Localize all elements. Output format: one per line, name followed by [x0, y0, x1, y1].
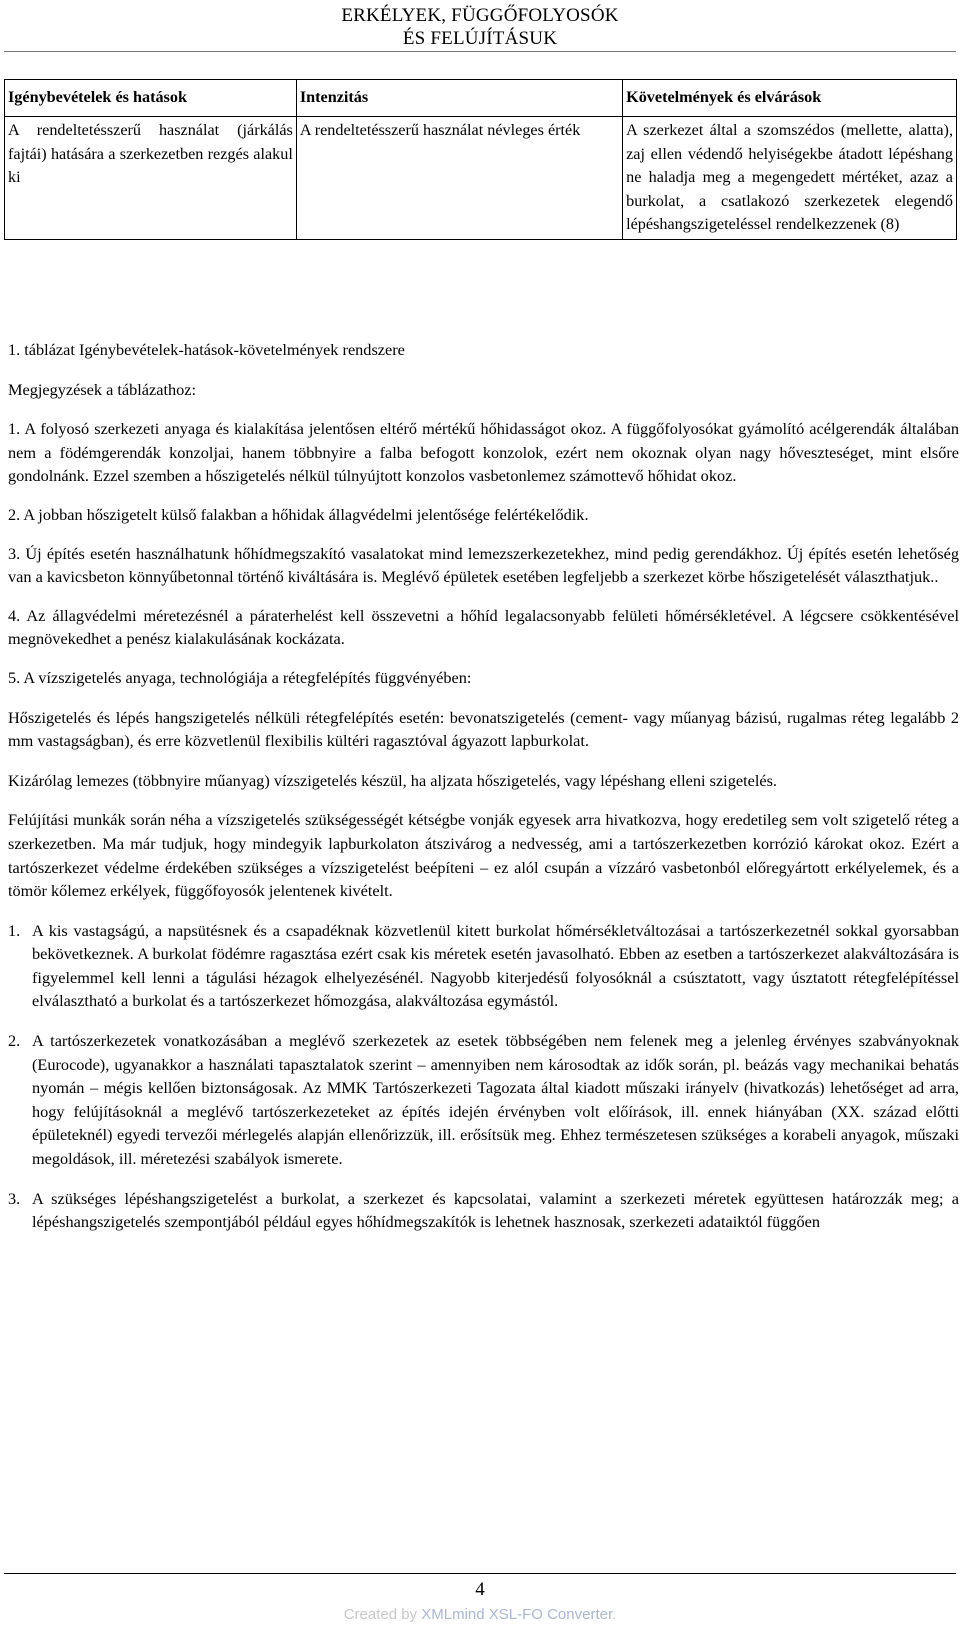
list-item — [8, 1029, 959, 1171]
page-number: 4 — [475, 1579, 485, 1600]
table-row — [5, 117, 957, 240]
table-cell: A rendeltetésszerű használat névleges érték — [296, 117, 622, 240]
list-item-text: A tartószerkezetek vonatkozásában a meglévő szerkezetek az esetek többségében nem felenek meg a jelenleg érvényes szabványoknak (Eurocode), ugyanakkor a használati tapasztalatok szerint – amennyiben nem károsodtak az idők során, pl. beázás vagy mechanikai behatás nyomán – mégis kellően biztonságosak. Az MMK Tartószerkezeti Tagozata által kiadott műszaki irányelv (hivatkozás) lehetőséget ad arra, hogy felújításoknál a meglévő tartószerkezeteket az építés idején érvényben volt előírások, ill. ennek hiányában (XX. század előtti épületeknél) egyedi tervezői mérlegelés alapján ellenőrizzük, ill. erősítsük meg. Ehhez természetesen szükséges a korabeli anyagok, műszaki megoldások, ill. méretezési szabályok ismerete. — [32, 1031, 959, 1169]
requirements-table — [4, 79, 957, 240]
table-header-cell: Igénybevételek és hatások — [5, 80, 297, 117]
body-content — [8, 338, 959, 1234]
note-paragraph: 3. Új építés esetén használhatunk hőhídmegszakító vasalatokat mind lemezszerkezetekhez, mind pedig gerendákhoz. Új építés esetén lehetőség van a kavicsbeton könnyűbetonnal történő kiváltására is. Meglévő épületek esetében legfeljebb a szerkezet körbe hőszigetelését választhatjuk.. — [8, 543, 959, 587]
note-paragraph: 1. A folyosó szerkezeti anyaga és kialakítása jelentősen eltérő mértékű hőhidasságot okoz. A függőfolyosókat gyámolító acélgerendák általában nem a födémgerendák konzoljai, hanem többnyire a falba befogott konzolok, ezért nem okoznak olyan nagy hőveszteséget, mint elsőre gondolnánk. Ezzel szemben a hőszigetelés nélkül túlnyújtott konzolos vasbetonlemez számottevő hőhidat okoz. — [8, 419, 959, 486]
footer-divider — [4, 1573, 956, 1574]
list-item-number: 1. — [8, 920, 21, 940]
list-item — [8, 1187, 959, 1234]
list-item-text: A szükséges lépéshangszigetelést a burkolat, a szerkezet és kapcsolatai, valamint a szerkezeti méretek együttesen határozzák meg; a lépéshangszigetelés szempontjából például egyes hőhídmegszakítók is lehetnek hasznosak, szerkezeti adataiktól függően — [32, 1188, 959, 1232]
table-header-cell: Követelmények és elvárások — [623, 80, 957, 117]
header-title-line-2: ÉS FELÚJÍTÁSUK — [402, 28, 558, 49]
generator-footer — [0, 1605, 960, 1625]
notes-title: Megjegyzések a táblázathoz: — [8, 379, 197, 399]
list-item-text: A kis vastagságú, a napsütésnek és a csapadéknak közvetlenül kitett burkolat hőmérsékletváltozásai a tartószerkezetnél sokkal gyorsabban bekövetkeznek. A burkolat födémre ragasztása ezért csak kis méretek esetén javasolható. Ebben az esetben a tartószerkezet alakváltozására is figyelemmel kell lenni a tágulási hézagok elhelyezésénél. Nagyobb kiterjedésű folyosóknál a csúsztatott, vagy úsztatott rétegfelépítéssel elválasztható a burkolat és a tartószerkezet hőmozgása, alakváltozása egymástól. — [32, 920, 959, 1011]
header-title-line-1: ERKÉLYEK, FÜGGŐFOLYOSÓK — [341, 5, 619, 26]
list-item-number: 2. — [8, 1031, 21, 1051]
footer-prefix: Created by — [343, 1606, 422, 1623]
table-cell: A rendeltetésszerű használat (járkálás fajtái) hatására a szerkezetben rezgés alakul ki — [5, 117, 297, 240]
body-paragraph: Hőszigetelés és lépés hangszigetelés nélküli rétegfelépítés esetén: bevonatszigetelés (cement- vagy műanyag bázisú, rugalmas réteg legalább 2 mm vastagságban), és erre közvetlenül flexibilis kültéri ragasztóval ágyazott lapburkolat. — [8, 707, 959, 751]
footer-suffix: . — [612, 1606, 617, 1623]
table-caption: 1. táblázat Igénybevételek-hatások-követelmények rendszere — [8, 340, 405, 359]
note-paragraph: 4. Az állagvédelmi méretezésnél a páraterhelést kell összevetni a hőhíd legalacsonyabb felületi hőmérsékletével. A légcsere csökkentésével megnövekedhet a penész kialakulásának kockázata. — [8, 605, 959, 649]
body-paragraph: Felújítási munkák során néha a vízszigetelés szükségességét kétségbe vonják egyesek arra hivatkozva, hogy eredetileg sem volt szigetelő réteg a szerkezetben. Ma már tudjuk, hogy mindegyik lapburkolaton átszivárog a nedvesség, ami a tartószerkezetben korrózió károkat okoz. Ezért a tartószerkezet védelme érdekében szükséges a vízszigetelést beépíteni – ez alól csupán a vízzáró vasbetonból előregyártott erkélyelemek, és a tömör kőlemez erkélyek, függőfoyosók jelentenek kivételt. — [8, 810, 959, 901]
table-header-cell: Intenzitás — [296, 80, 622, 117]
table-header-row — [5, 80, 957, 117]
table-cell: A szerkezet által a szomszédos (mellette, alatta), zaj ellen védendő helyiségekbe átadott lépéshang ne haladja meg a megengedett mértéket, azaz a burkolat, a csatlakozó szerkezetek elegendő lépéshangszigeteléssel rendelkezzenek (8) — [623, 117, 957, 240]
footer-brand-link[interactable]: XMLmind XSL-FO Converter — [421, 1606, 613, 1623]
header-divider — [4, 51, 956, 52]
list-item-number: 3. — [8, 1188, 21, 1208]
list-item — [8, 919, 959, 1013]
note-paragraph: 5. A vízszigetelés anyaga, technológiája a rétegfelépítés függvényében: — [8, 667, 472, 687]
note-paragraph: 2. A jobban hőszigetelt külső falakban a hőhidak állagvédelmi jelentősége felértékelődik. — [8, 504, 589, 524]
running-header — [0, 4, 960, 50]
body-paragraph: Kizárólag lemezes (többnyire műanyag) vízszigetelés készül, ha aljzata hőszigetelés, vagy lépéshang elleni szigetelés. — [8, 770, 777, 790]
